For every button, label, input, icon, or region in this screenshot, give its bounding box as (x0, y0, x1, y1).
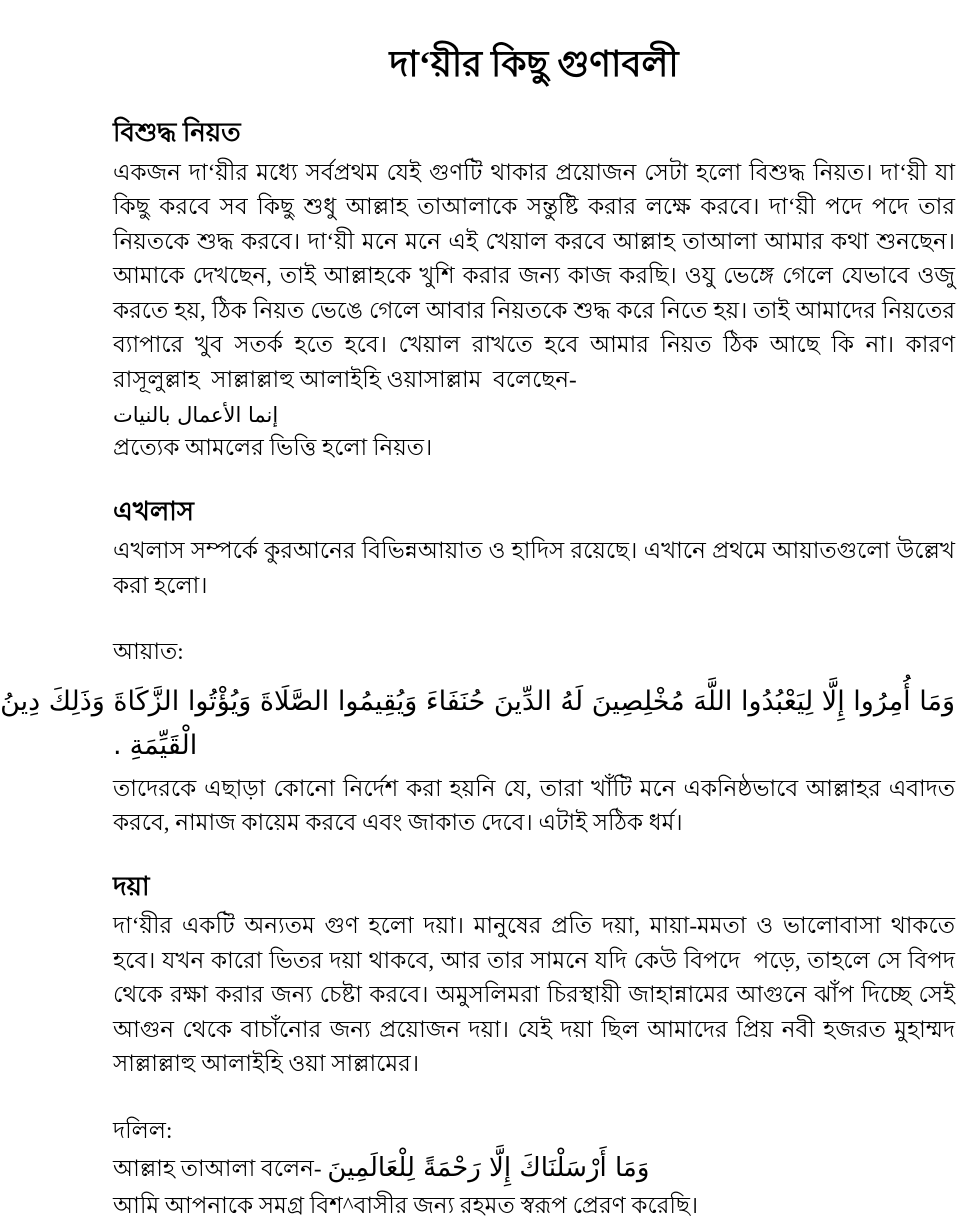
label-ayat: আয়াত: (113, 639, 184, 664)
section-heading-mercy: দয়া (113, 871, 150, 901)
ayah-arabic-line (0, 678, 955, 725)
ayah-arabic-text: وَمَا أُمِرُوا إِلَّا لِيَعْبُدُوا اللَّهَ مُخْلِصِينَ لَهُ الدِّينَ حُنَفَاءَ وَيُقِيمُوا الصَّلَاةَ وَيُؤْتُوا الزَّكَاةَ وَذَلِكَ دِينُ (0, 685, 955, 717)
section-heading-ikhlas: এখলাস (113, 496, 194, 526)
section-heading-pure-intention: বিশুদ্ধ নিয়ত (113, 118, 241, 147)
document-title: দা‘য়ীর কিছু গুণাবলী (389, 44, 679, 84)
dalil-ayah-translation: আমি আপনাকে সমগ্র বিশ^বাসীর জন্য রহমত স্বরূপ প্রেরণ করেছি। (113, 1193, 699, 1218)
dalil-quote-line (113, 1148, 955, 1189)
ayah-period: . (113, 729, 122, 761)
hadith-arabic-line (113, 399, 955, 431)
label-dalil: দলিল: (113, 1117, 173, 1143)
paragraph-pure-intention: একজন দা‘য়ীর মধ্যে সর্বপ্রথম যেই গুণটি থাকার প্রয়োজন সেটা হলো বিশুদ্ধ নিয়ত। দা‘য়ী যা কিছু করবে সব কিছু শুধু আল্লাহ তাআলাকে সন্তুষ্টি করার লক্ষে করবে। দা‘য়ী পদে পদে তার নিয়তকে শুদ্ধ করবে। দা‘য়ী মনে মনে এই খেয়াল করবে আল্লাহ তাআলা আমার কথা শুনছেন। আমাকে দেখছেন, তাই আল্লাহকে খুশি করার জন্য কাজ করছি। ওযু ভেঙ্গে গেলে যেভাবে ওজু করতে হয়, ঠিক নিয়ত ভেঙে গেলে আবার নিয়তকে শুদ্ধ করে নিতে হয়। তাই আমাদের নিয়তের ব্যাপারে খুব সতর্ক হতে হবে। খেয়াল রাখতে হবে আমার নিয়ত ঠিক আছে কি না। কারণ রাসূলুল্লাহ সাল্লাল্লাহু আলাইহি ওয়াসাল্লাম বলেছেন- (113, 159, 961, 392)
ayah-continuation-text: الْقَيِّمَةِ (129, 729, 198, 761)
paragraph-ikhlas: এখলাস সম্পর্কে কুরআনের বিভিন্নআয়াত ও হাদিস রয়েছে। এখানে প্রথমে আয়াতগুলো উল্লেখ করা হলো। (113, 538, 961, 598)
dalil-ayah-arabic: وَمَا أَرْسَلْنَاكَ إِلَّا رَحْمَةً لِلْعَالَمِينَ (327, 1153, 650, 1183)
paragraph-mercy: দা‘য়ীর একটি অন্যতম গুণ হলো দয়া। মানুষের প্রতি দয়া, মায়া-মমতা ও ভালোবাসা থাকতে হবে। যখন কারো ভিতর দয়া থাকবে, আর তার সামনে যদি কেউ বিপদে পড়ে, তাহলে সে বিপদ থেকে রক্ষা করার জন্য চেষ্টা করবে। অমুসলিমরা চিরস্থায়ী জাহান্নামের আগুনে ঝাঁপ দিচ্ছে সেই আগুন থেকে বাচাঁনোর জন্য প্রয়োজন দয়া। যেই দয়া ছিল আমাদের প্রিয় নবী হজরত মুহাম্মদ সাল্লাল্লাহু আলাইহি ওয়া সাল্লামের। (113, 913, 961, 1076)
ayah-translation: তাদেরকে এছাড়া কোনো নির্দেশ করা হয়নি যে, তারা খাঁটি মনে একনিষ্ঠভাবে আল্লাহর এবাদত করবে, নামাজ কায়েম করবে এবং জাকাত দেবে। এটাই সঠিক ধর্ম। (113, 775, 961, 835)
document-content (0, 42, 961, 1224)
dalil-quote-intro: আল্লাহ তাআলা বলেন- (113, 1156, 322, 1181)
hadith-arabic-text: إنما الأعمال بالنيات (113, 403, 279, 427)
hadith-translation: প্রত্যেক আমলের ভিত্তি হলো নিয়ত। (113, 435, 433, 460)
ayah-arabic-continuation-line (113, 725, 955, 766)
